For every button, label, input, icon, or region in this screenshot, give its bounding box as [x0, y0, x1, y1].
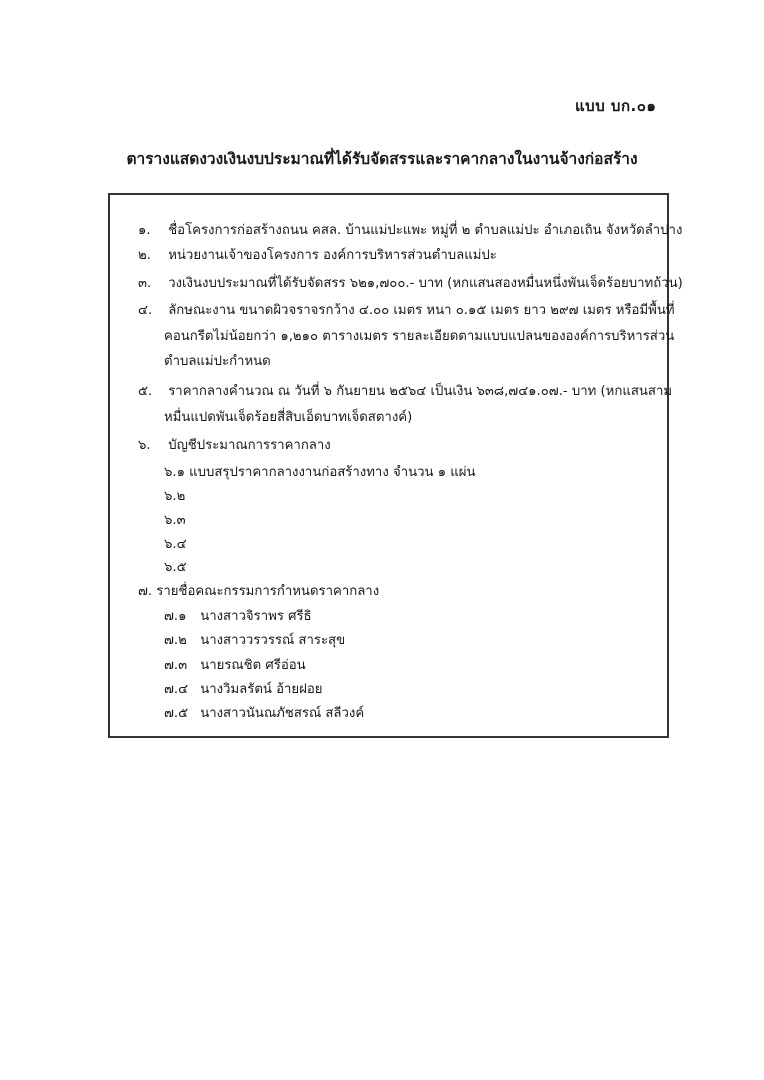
item-1: ๑. ชื่อโครงการก่อสร้างถนน คสล. บ้านแม่ปะแพะ หมู่ที่ ๒ ตำบลแม่ปะ อำเภอเถิน จังหวัดลำปาง — [138, 223, 683, 238]
sub-item-6-4: ๖.๔ — [164, 537, 187, 552]
item-6: ๖. บัญชีประมาณการราคากลาง — [138, 438, 331, 453]
item-2: ๒. หน่วยงานเจ้าของโครงการ องค์การบริหารส่วนตำบลแม่ปะ — [138, 248, 497, 263]
item-5-cont-1: หมื่นแปดพันเจ็ดร้อยสี่สิบเอ็ดบาทเจ็ดสตางค์) — [164, 410, 413, 425]
sub-item-6-2: ๖.๒ — [164, 489, 186, 504]
item-3: ๓. วงเงินงบประมาณที่ได้รับจัดสรร ๖๒๑,๗๐๐.- บาท (หกแสนสองหมื่นหนึ่งพันเจ็ดร้อยบาทถ้วน) — [138, 276, 683, 291]
committee-member: ๗.๑ นางสาวจิราพร ศรีธิ — [164, 609, 312, 624]
item-4: ๔. ลักษณะงาน ขนาดผิวจราจรกว้าง ๔.๐๐ เมตร หนา ๐.๑๕ เมตร ยาว ๒๙๗ เมตร หรือมีพื้นที่ — [138, 303, 675, 318]
item-4-cont-1: คอนกรีตไม่น้อยกว่า ๑,๒๑๐ ตารางเมตร รายละเอียดตามแบบแปลนขององค์การบริหารส่วน — [164, 329, 675, 344]
sub-item-6-3: ๖.๓ — [164, 513, 186, 528]
committee-member: ๗.๕ นางสาวนันณภัชสรณ์ สลีวงค์ — [164, 706, 365, 721]
form-code: แบบ บก.๐๑ — [575, 97, 657, 115]
item-5: ๕. ราคากลางคำนวณ ณ วันที่ ๖ กันยายน ๒๕๖๔ เป็นเงิน ๖๓๘,๗๔๑.๐๗.- บาท (หกแสนสาม — [138, 384, 673, 399]
page-title: ตารางแสดงวงเงินงบประมาณที่ได้รับจัดสรรและราคากลางในงานจ้างก่อสร้าง — [126, 150, 638, 168]
committee-member: ๗.๔ นางวิมลรัตน์ อ้ายฝอย — [164, 682, 323, 697]
sub-item-6-1: ๖.๑ แบบสรุปราคากลางงานก่อสร้างทาง จำนวน ๑ แผ่น — [164, 465, 476, 480]
committee-member: ๗.๒ นางสาววรวรรณ์ สาระสุข — [164, 633, 346, 648]
committee-member: ๗.๓ นายรณชิต ศรีอ่อน — [164, 658, 306, 673]
sub-item-6-5: ๖.๕ — [164, 560, 187, 575]
item-4-cont-2: ตำบลแม่ปะกำหนด — [164, 354, 271, 369]
item-7: ๗. รายชื่อคณะกรรมการกำหนดราคากลาง — [138, 584, 380, 599]
